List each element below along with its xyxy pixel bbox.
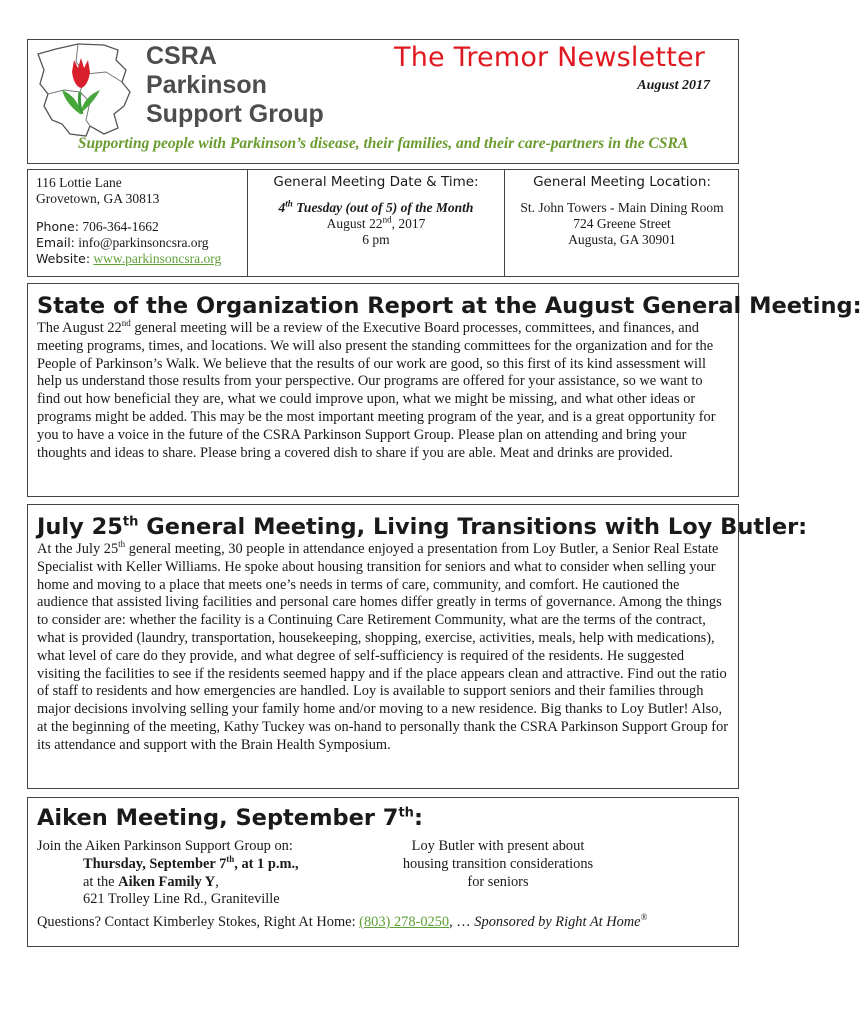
- info-table: [27, 169, 739, 277]
- questions-separator: , …: [449, 914, 475, 930]
- title-sup: th: [398, 805, 414, 821]
- title-rest: General Meeting, Living Transitions with Loy Butler:: [138, 514, 808, 540]
- meeting-time: 6 pm: [362, 232, 390, 247]
- body-rest: general meeting will be a review of the Executive Board processes, committees, and finances, and meeting programs, times, and locations. We will also present the standing committees for the organization and for the People of Parkinson’s Walk. We believe that the results of our work are good, so this first of its kind assessment will help us understand those results from your perspective. Our programs are offered for your assistance, so we want to find out how beneficial they are, what we could improve upon, what we might be missing, and what other ideas or programs might be added. This may be the most important meeting program of the year, and is a great opportunity for you to have a voice in the future of the CSRA Parkinson Support Group. Please plan on attending and bring your thoughts and ideas to share. Please bring a covered dish to share if you are able. Meat and drinks are provided.: [37, 320, 716, 461]
- title-start: Aiken Meeting, September 7: [37, 805, 399, 831]
- section-title: State of the Organization Report at the August General Meeting:: [37, 293, 862, 319]
- org-name-line-1: CSRA: [146, 42, 217, 70]
- july-meeting-section: [27, 504, 808, 789]
- join-line: Join the Aiken Parkinson Support Group on:: [37, 838, 293, 854]
- section-body: [37, 541, 729, 755]
- venue-suffix: ,: [215, 873, 219, 890]
- week-number: 4: [278, 200, 286, 215]
- csra-map-tulip-logo: [34, 40, 144, 140]
- issue-date: August 2017: [637, 78, 710, 93]
- email-value[interactable]: info@parkinsoncsra.org: [78, 235, 209, 250]
- meeting-date-suffix: nd: [382, 214, 392, 225]
- section-title: [37, 513, 808, 541]
- org-name-line-3: Support Group: [146, 100, 324, 128]
- questions-line: [37, 914, 647, 931]
- venue-prefix: at the: [83, 873, 119, 890]
- phone-label: Phone:: [36, 219, 79, 234]
- meeting-time-details: [248, 200, 504, 248]
- address-line-1: 116 Lottie Lane: [36, 175, 122, 190]
- section-body: [37, 320, 729, 462]
- meeting-schedule: [248, 200, 504, 216]
- body-rest: general meeting, 30 people in attendance enjoyed a presentation from Loy Butler, a Senior Real Estate Specialist with Keller Williams. He spoke about housing transition for seniors and what to consider when selling your home and moving to a place that meets one’s needs in terms of care, community, and comfort. He cautioned the audience that assisted living facilities and personal care homes differ greatly in terms of governance. Among the things to consider are: whether the facility is a Continuing Care Retirement Community, what are the terms of the contract, what is provided (laundry, transportation, housekeeping, shopping, exercise, activities, meals, help with medications), what level of care do they provide, and what degree of self-sufficiency is required of the residents. He suggested visiting the facilities to see if the residents seemed happy and if the place appears clean and attractive. Find out the ratio of staff to residents and how emergencies are handled. Loy is available to support seniors and their families through major decisions involving selling your family home and/or moving to a new residence. Big thanks to Loy Butler! Also, at the beginning of the meeting, Kathy Tuckey was on-hand to personally thank the CSRA Parkinson Support Group for its attendance and support with the Brain Health Symposium.: [37, 541, 729, 753]
- phone-value: 706-364-1662: [82, 219, 159, 234]
- sponsor-text: Sponsored by Right At Home: [474, 914, 641, 930]
- website-row: [36, 251, 221, 267]
- org-name-line-2: Parkinson: [146, 71, 267, 99]
- meeting-location-details: [505, 200, 739, 248]
- questions-text: Questions? Contact Kimberley Stokes, Right At Home:: [37, 914, 360, 930]
- body-sup: nd: [121, 318, 131, 329]
- title-rest: :: [413, 805, 423, 831]
- meeting-location-heading: General Meeting Location:: [533, 174, 711, 190]
- aiken-details: [37, 838, 299, 909]
- newsletter-title: The Tremor Newsletter: [394, 42, 706, 73]
- title-start: July 25: [37, 514, 123, 540]
- aiken-venue: [37, 874, 299, 892]
- note-line-3: for seniors: [467, 873, 529, 890]
- week-description: Tuesday (out of 5) of the Month: [292, 200, 474, 215]
- aiken-date-sup: th: [226, 854, 235, 864]
- venue-name: Aiken Family Y: [118, 873, 216, 890]
- body-sup: th: [118, 539, 126, 550]
- website-label: Website:: [36, 251, 91, 266]
- aiken-meeting-section: [27, 797, 739, 947]
- state-of-organization-section: [27, 283, 862, 497]
- masthead: [27, 39, 739, 164]
- contact-column: [36, 175, 221, 267]
- note-line-2: housing transition considerations: [402, 855, 594, 872]
- questions-phone-link[interactable]: (803) 278-0250: [359, 914, 450, 930]
- aiken-address: 621 Trolley Line Rd., Graniteville: [83, 891, 280, 908]
- website-link[interactable]: www.parkinsoncsra.org: [93, 251, 222, 266]
- organization-name: [146, 42, 324, 129]
- body-start: At the July 25: [37, 541, 119, 557]
- meeting-date: [248, 216, 504, 232]
- section-title: [37, 804, 729, 832]
- registered-mark: ®: [640, 912, 648, 923]
- address-line-2: Grovetown, GA 30813: [36, 191, 160, 206]
- meeting-date-main: August 22: [326, 216, 383, 231]
- email-label: Email:: [36, 235, 75, 250]
- tagline: Supporting people with Parkinson’s disease, their families, and their care-partners in the CSRA: [77, 135, 689, 152]
- body-start: The August 22: [37, 320, 122, 336]
- phone-row: [36, 219, 221, 235]
- note-line-1: Loy Butler with present about: [411, 838, 585, 854]
- aiken-date-main: Thursday, September 7: [83, 855, 227, 872]
- location-line-3: Augusta, GA 30901: [568, 232, 676, 247]
- meeting-time-heading: General Meeting Date & Time:: [273, 174, 479, 190]
- location-line-1: St. John Towers - Main Dining Room: [520, 200, 724, 215]
- email-row: [36, 235, 221, 251]
- location-line-2: 724 Greene Street: [573, 216, 671, 231]
- presentation-note: [374, 838, 622, 891]
- aiken-date: [37, 856, 299, 874]
- title-sup: th: [122, 514, 139, 530]
- aiken-date-rest: , at 1 p.m.,: [234, 855, 299, 872]
- week-suffix: th: [285, 198, 293, 209]
- meeting-date-year: , 2017: [391, 216, 426, 231]
